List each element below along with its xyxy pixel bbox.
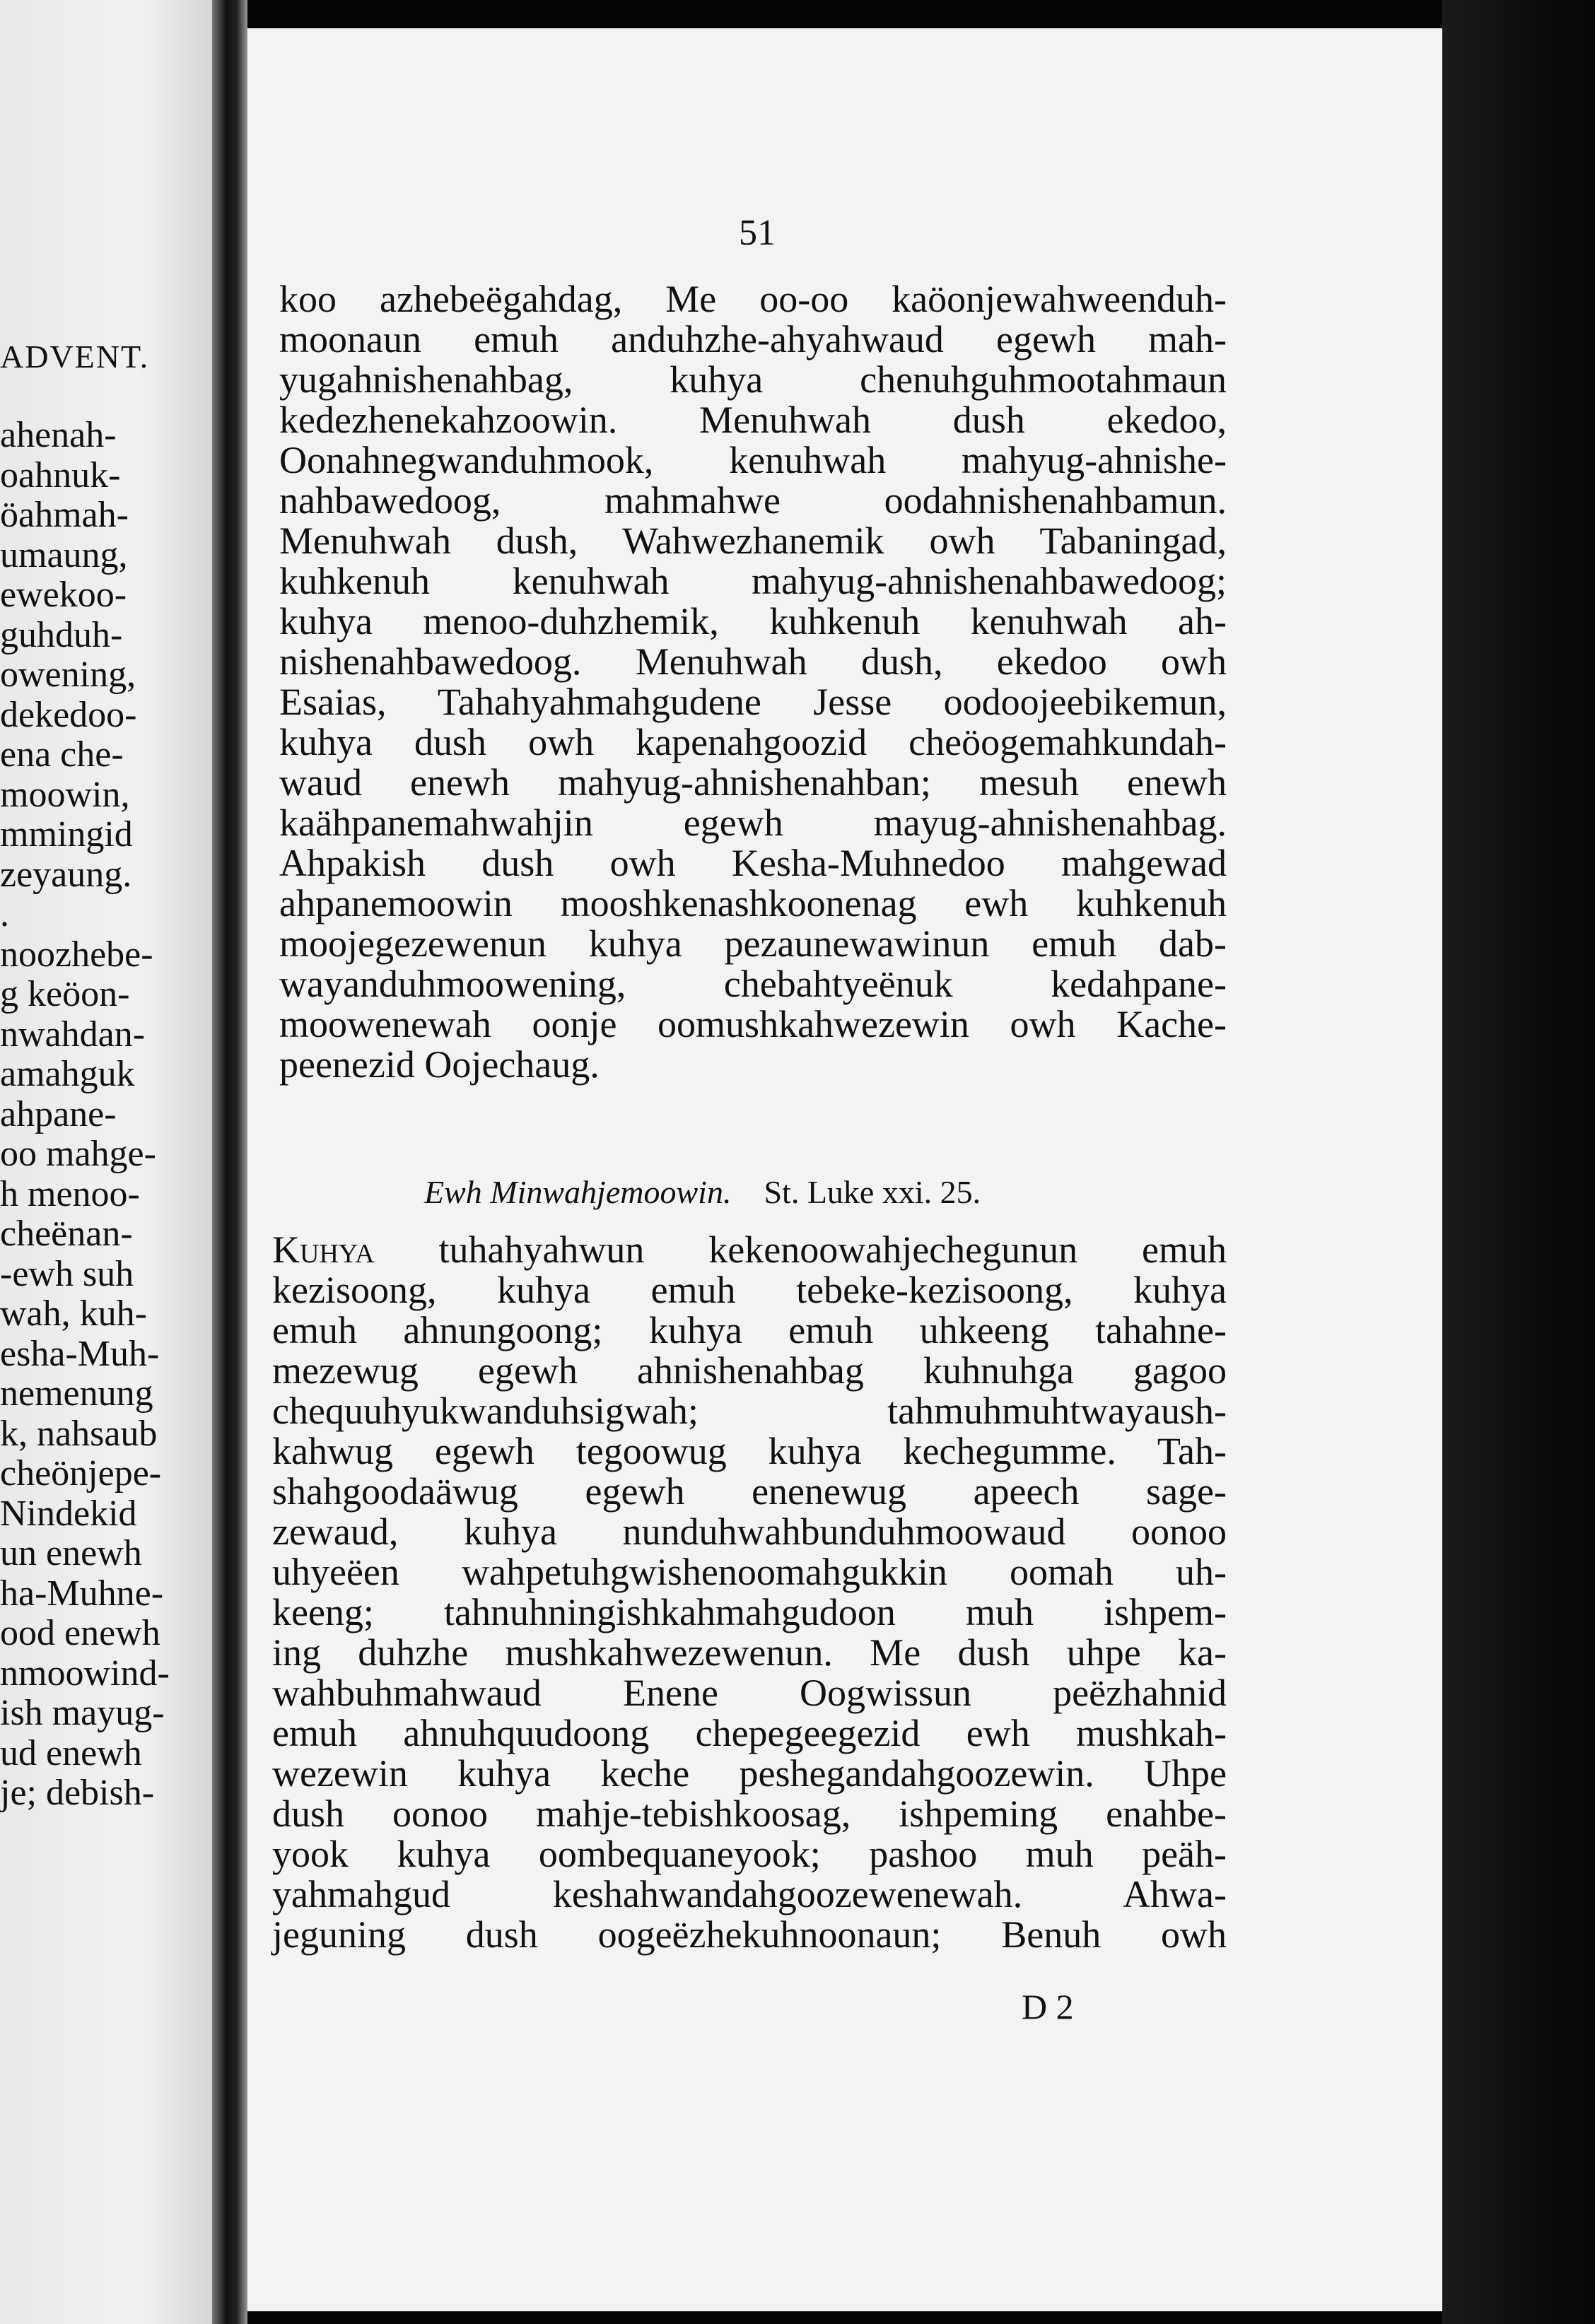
caption-reference: St. Luke xxi. 25. (764, 1174, 981, 1210)
text-line: kuhya menoo-duhzhemik, kuhkenuh kenuhwah ah- (279, 600, 1227, 642)
text-line: emuh ahnungoong; kuhya emuh uhkeeng tahahne- (272, 1309, 1227, 1351)
text-line: nahbawedoog, mahmahwe oodahnishenahbamun. (279, 479, 1227, 522)
left-page-line: nmoowind- (0, 1653, 170, 1694)
left-page-line: ewekoo- (0, 575, 127, 615)
left-page-line: amahguk (0, 1054, 135, 1094)
section-caption (424, 1173, 981, 1211)
left-page-line: nwahdan- (0, 1014, 146, 1055)
text-line: moojegezewenun kuhya pezaunewawinun emuh dab- (279, 922, 1227, 965)
left-page-line: un enewh (0, 1533, 142, 1573)
text-line-rest: tuhahyahwun kekenoowahjechegunun emuh (374, 1228, 1227, 1271)
text-line: ing duhzhe mushkahwezewenun. Me dush uhpe ka- (272, 1631, 1227, 1674)
left-page-line: ood enewh (0, 1613, 160, 1653)
text-line: emuh ahnuhquudoong chepegeegezid ewh mushkah- (272, 1712, 1227, 1754)
left-page-line: ena che- (0, 734, 124, 775)
left-page-line: wah, kuh- (0, 1293, 147, 1334)
left-page-line: k, nahsaub (0, 1413, 158, 1454)
text-line: Esaias, Tahahyahmahgudene Jesse oodoojeebikemun, (279, 681, 1227, 723)
page-number: 51 (739, 213, 776, 253)
text-line: shahgoodaäwug egewh enenewug apeech sage- (272, 1470, 1227, 1513)
text-line: kedezhenekahzoowin. Menuhwah dush ekedoo, (279, 399, 1227, 441)
text-line: moowenewah oonje oomushkahwezewin owh Kache- (279, 1003, 1227, 1045)
left-page-line: oo mahge- (0, 1134, 156, 1174)
left-page-line: cheönjepe- (0, 1453, 162, 1493)
text-line: wayanduhmoowening, chebahtyeënuk kedahpane- (279, 963, 1227, 1005)
text-line (272, 1230, 1227, 1270)
text-line: Oonahnegwanduhmook, kenuhwah mahyug-ahnishe- (279, 439, 1227, 481)
left-page-line: mmingid (0, 814, 133, 855)
left-page-line: Nindekid (0, 1493, 137, 1534)
left-page (0, 0, 233, 2324)
text-line: wahbuhmahwaud Enene Oogwissun peëzhahnid (272, 1672, 1227, 1714)
text-line: yahmahgud keshahwandahgoozewenewah. Ahwa- (272, 1873, 1227, 1915)
left-page-line: -ewh suh (0, 1253, 134, 1294)
left-page-line: . (0, 894, 9, 934)
text-line: yook kuhya oombequaneyook; pashoo muh peäh- (272, 1833, 1227, 1875)
text-line: yugahnishenahbag, kuhya chenuhguhmootahmaun (279, 358, 1227, 401)
text-line: waud enewh mahyug-ahnishenahban; mesuh enewh (279, 761, 1227, 804)
left-page-line: h menoo- (0, 1173, 140, 1214)
text-line: keeng; tahnuhningishkahmahgudoon muh ishpem- (272, 1591, 1227, 1633)
body-paragraph-1 (279, 279, 1227, 1085)
text-line: dush oonoo mahje-tebishkoosag, ishpeming enahbe- (272, 1792, 1227, 1835)
left-page-header: ADVENT. (0, 339, 150, 375)
left-page-line: owening, (0, 655, 136, 695)
left-page-line: cheënan- (0, 1214, 133, 1254)
text-line: uhyeëen wahpetuhgwishenoomahgukkin oomah uh- (272, 1551, 1227, 1593)
text-line: nishenahbawedoog. Menuhwah dush, ekedoo owh (279, 640, 1227, 683)
text-line: ahpanemoowin mooshkenashkoonenag ewh kuhkenuh (279, 882, 1227, 925)
text-line: mezewug egewh ahnishenahbag kuhnuhga gagoo (272, 1349, 1227, 1392)
text-line: kezisoong, kuhya emuh tebeke-kezisoong, kuhya (272, 1269, 1227, 1311)
text-line: wezewin kuhya keche peshegandahgoozewin. Uhpe (272, 1752, 1227, 1795)
left-page-line: ud enewh (0, 1732, 142, 1773)
left-page-line: ha-Muhne- (0, 1573, 164, 1614)
text-line: zewaud, kuhya nunduhwahbunduhmoowaud oonoo (272, 1510, 1227, 1553)
left-page-line: g keöon- (0, 974, 130, 1014)
left-page-line: dekedoo- (0, 694, 137, 735)
text-line: koo azhebeëgahdag, Me oo-oo kaöonjewahweenduh- (279, 278, 1227, 320)
text-line: Ahpakish dush owh Kesha-Muhnedoo mahgewad (279, 842, 1227, 884)
text-line: kuhkenuh kenuhwah mahyug-ahnishenahbawedoog; (279, 560, 1227, 602)
drop-word: Kuhya (272, 1228, 375, 1271)
left-page-line: ahenah- (0, 415, 117, 455)
left-page-line: ish mayug- (0, 1693, 165, 1733)
text-line: Menuhwah dush, Wahwezhanemik owh Tabaningad, (279, 520, 1227, 562)
left-page-line: guhduh- (0, 614, 123, 655)
left-page-line: noozhebe- (0, 934, 153, 975)
signature-mark: D 2 (1022, 1987, 1074, 2026)
text-line: moonaun emuh anduhzhe-ahyahwaud egewh mah- (279, 318, 1227, 360)
body-paragraph-2 (272, 1230, 1227, 1955)
page-edge-shadow (1442, 0, 1595, 2324)
left-page-line: umaung, (0, 534, 128, 575)
left-page-line: zeyaung. (0, 854, 132, 895)
text-line: chequuhyukwanduhsigwah; tahmuhmuhtwayaush- (272, 1390, 1227, 1432)
left-page-line: esha-Muh- (0, 1333, 160, 1374)
left-page-line: nemenung (0, 1373, 153, 1414)
left-page-line: moowin, (0, 774, 130, 815)
text-line: kuhya dush owh kapenahgoozid cheöogemahkundah- (279, 721, 1227, 763)
text-line: kahwug egewh tegoowug kuhya kechegumme. Tah- (272, 1430, 1227, 1472)
left-page-line: oahnuk- (0, 454, 121, 495)
caption-title: Ewh Minwahjemoowin. (424, 1174, 732, 1210)
text-line: jeguning dush oogeëzhekuhnoonaun; Benuh owh (272, 1913, 1227, 1956)
left-page-line: je; debish- (0, 1773, 155, 1813)
text-line: peenezid Oojechaug. (279, 1043, 600, 1086)
left-page-line: ahpane- (0, 1093, 117, 1134)
book-gutter (212, 0, 247, 2324)
left-page-line: öahmah- (0, 495, 129, 535)
text-line: kaähpanemahwahjin egewh mayug-ahnishenahbag. (279, 802, 1227, 844)
